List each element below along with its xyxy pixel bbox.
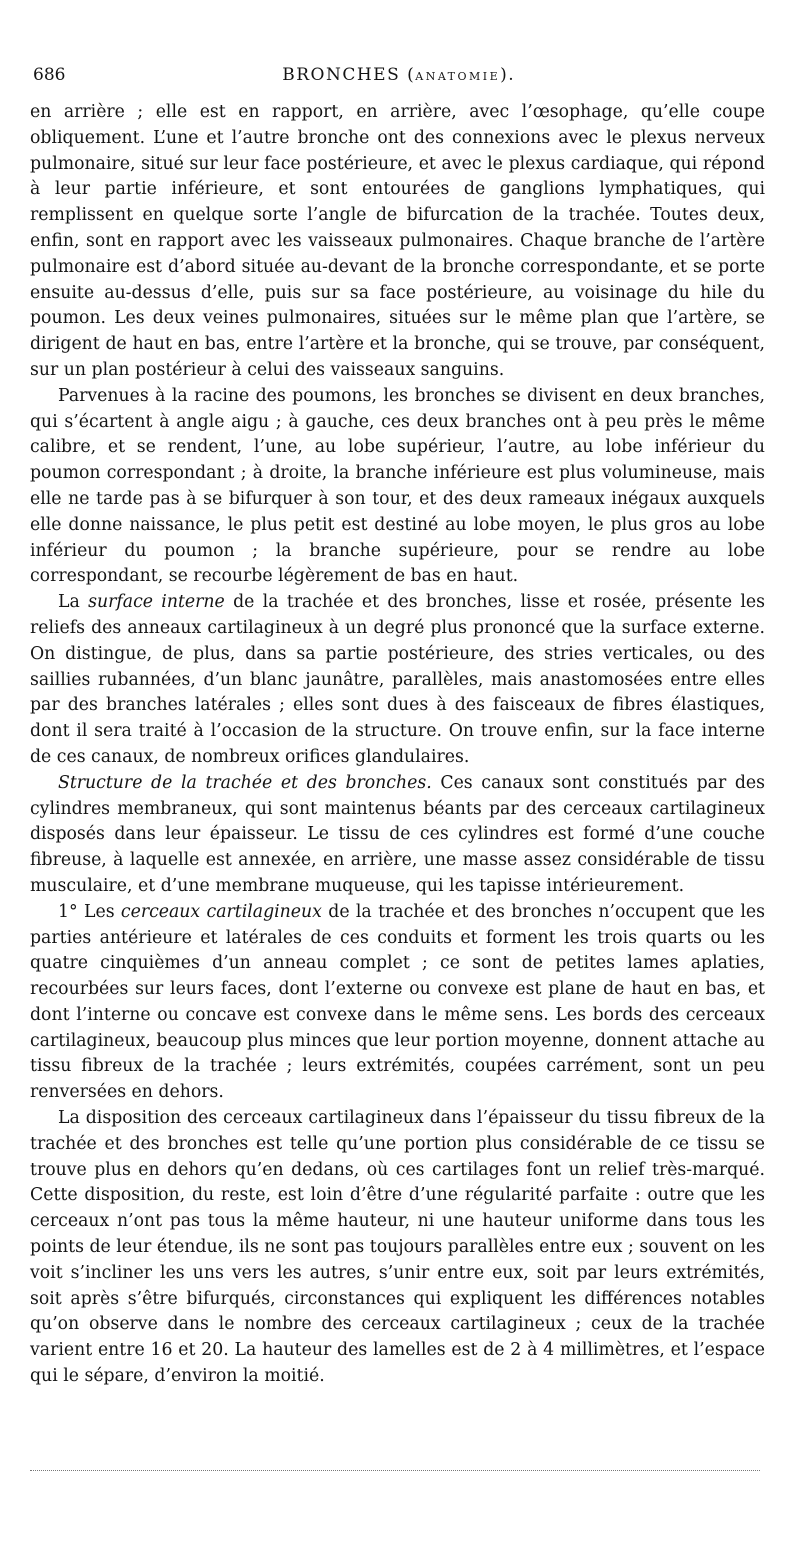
paragraph-3	[30, 590, 765, 771]
running-title-open: (	[400, 65, 416, 85]
running-title	[65, 65, 732, 85]
paragraph-6: La disposition des cerceaux cartilagineux dans l’épaisseur du tissu fibreux de la trachée et des bronches est telle qu’une portion plus considérable de ce tissu se trouve plus en dehors qu’en dedans, où ces cartilages font un relief très-marqué. Cette disposition, du reste, est loin d’être d’une régularité parfaite : outre que les cerceaux n’ont pas tous la même hauteur, ni une hauteur uniforme dans tous les points de leur étendue, ils ne sont pas toujours parallèles entre eux ; souvent on les voit s’incliner les uns vers les autres, s’unir entre eux, soit par leurs extrémités, soit après s’être bifurqués, circonstances qui expliquent les différences notables qu’on observe dans le nombre des cerceaux cartilagineux ; ceux de la trachée varient entre 16 et 20. La hauteur des lamelles est de 2 à 4 millimètres, et l’espace qui le sépare, d’environ la moitié.	[30, 1108, 765, 1387]
footer-dotted-rule	[30, 1470, 760, 1471]
paragraph-5	[30, 900, 765, 1106]
paragraph-1: en arrière ; elle est en rapport, en arrière, avec l’œsophage, qu’elle coupe obliquement. L’une et l’autre bronche ont des connexions avec le plexus nerveux pulmonaire, situé sur leur face postérieure, et avec le plexus cardiaque, qui répond à leur partie inférieure, et sont entourées de ganglions lymphatiques, qui remplissent en quelque sorte l’angle de bifurcation de la trachée. Toutes deux, enfin, sont en rapport avec les vaisseaux pulmonaires. Chaque branche de l’artère pulmonaire est d’abord située au-devant de la bronche correspondante, et se porte ensuite au-dessus d’elle, puis sur sa face postérieure, au voisinage du hile du poumon. Les deux veines pulmonaires, situées sur le même plan que l’artère, se dirigent de haut en bas, entre l’artère et la bronche, qui se trouve, par conséquent, sur un plan postérieur à celui des vaisseaux sanguins.	[30, 102, 765, 380]
paragraph-3-start: La	[58, 592, 89, 613]
running-title-main: BRONCHES	[282, 65, 401, 85]
section-heading-structure: Structure de la trachée et des bronches.	[58, 772, 432, 793]
paragraph-2: Parvenues à la racine des poumons, les bronches se divisent en deux branches, qui s’écartent à angle aigu ; à gauche, ces deux branches ont à peu près le même calibre, et se rendent, l’une, au lobe supérieur, l’autre, au lobe inférieur du poumon correspondant ; à droite, la branche inférieure est plus volumineuse, mais elle ne tarde pas à se bifurquer à son tour, et des deux rameaux inégaux auxquels elle donne naissance, le plus petit est destiné au lobe moyen, le plus gros au lobe inférieur du poumon ; la branche supérieure, pour se rendre au lobe correspondant, se recourbe légèrement de bas en haut.	[30, 385, 765, 587]
paragraph-4-rest: Ces canaux sont constitués par des cylindres membraneux, qui sont maintenus béants par des cerceaux cartilagineux disposés dans leur épaisseur. Le tissu de ces cylindres est formé d’une couche fibreuse, à laquelle est annexée, en arrière, une masse assez considérable de tissu musculaire, et d’une membrane muqueuse, qui les tapisse intérieurement.	[30, 772, 765, 896]
page-number: 686	[33, 65, 66, 85]
paragraph-3-rest: de la trachée et des bronches, lisse et rosée, présente les reliefs des anneaux cartilagineux à un degré plus prononcé que la surface externe. On distingue, de plus, dans sa partie postérieure, des stries verticales, ou des saillies rubannées, d’un blanc jaunâtre, parallèles, mais anastomosées entre elles par des branches latérales ; elles sont dues à des faisceaux de fibres élastiques, dont il sera traité à l’occasion de la structure. On trouve enfin, sur la face interne de ces canaux, de nombreux orifices glandulaires.	[30, 592, 765, 767]
paragraph-3-emphasis: surface interne	[88, 592, 225, 613]
paragraph-4	[30, 771, 765, 900]
paragraph-5-start: 1° Les	[58, 901, 121, 922]
running-title-close: ).	[500, 65, 516, 85]
body-text	[30, 100, 765, 1390]
page-header	[33, 60, 772, 90]
paragraph-5-emphasis: cerceaux cartilagineux	[120, 901, 322, 922]
running-title-sub: ANATOMIE	[415, 70, 501, 83]
paragraph-5-rest: de la trachée et des bronches n’occupent que les parties antérieure et latérales de ces conduits et forment les trois quarts ou les quatre cinquièmes d’un anneau complet ; ce sont de petites lames aplaties, recourbées sur leurs faces, dont l’externe ou convexe est plane de haut en bas, et dont l’interne ou concave est convexe dans le même sens. Les bords des cerceaux cartilagineux, beaucoup plus minces que leur portion moyenne, donnent attache au tissu fibreux de la trachée ; leurs extrémités, coupées carrément, sont un peu renversées en dehors.	[30, 901, 765, 1103]
